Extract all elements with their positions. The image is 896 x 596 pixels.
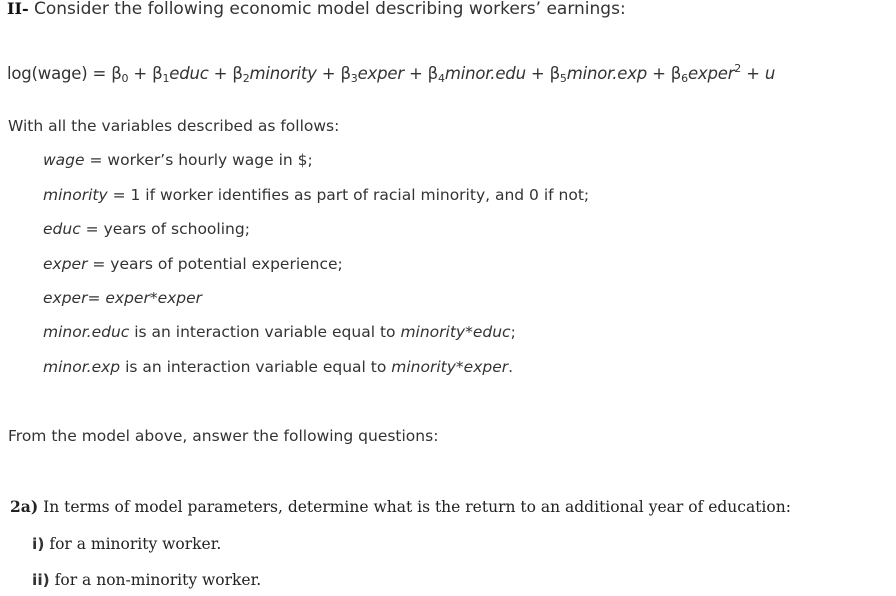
definition-var: exper= exper*exper xyxy=(43,289,203,307)
definition-var2: minority*exper xyxy=(391,358,509,376)
eq-beta-1: β xyxy=(152,64,163,83)
definition-minor-exp xyxy=(43,358,513,376)
question-2a-i xyxy=(32,535,221,553)
eq-plus-2: + xyxy=(213,64,228,83)
eq-beta-2: β xyxy=(232,64,243,83)
question-2a-label: 2a) xyxy=(10,497,39,516)
definition-wage xyxy=(43,151,313,169)
definition-desc: is an interaction variable equal to xyxy=(120,358,392,376)
eq-sub-2: 2 xyxy=(242,72,250,85)
section-number: II- xyxy=(7,0,29,18)
eq-sub-5: 5 xyxy=(559,72,567,85)
definition-desc: = years of potential experience; xyxy=(87,255,343,273)
eq-sub-3: 3 xyxy=(350,72,358,85)
definition-minority xyxy=(43,186,589,204)
question-2a-ii xyxy=(32,571,261,589)
section-heading xyxy=(7,0,626,19)
question-i-text: for a minority worker. xyxy=(44,535,222,553)
eq-sup-2: 2 xyxy=(734,62,742,75)
eq-sub-1: 1 xyxy=(162,72,170,85)
definition-end: . xyxy=(508,358,514,376)
definition-var2: minority*educ xyxy=(400,323,511,341)
instructions-text: From the model above, answer the following questions: xyxy=(8,427,439,445)
definition-end: ; xyxy=(510,323,516,341)
eq-sub-4: 4 xyxy=(438,72,445,85)
eq-lhs: log(wage) xyxy=(7,64,88,83)
question-2a-text: In terms of model parameters, determine what is the return to an additional year of education: xyxy=(38,498,791,516)
eq-plus-6: + xyxy=(652,64,666,83)
eq-plus-4: + xyxy=(408,64,423,83)
eq-var-minor-exp: minor.exp xyxy=(566,64,648,83)
model-equation xyxy=(7,64,775,83)
definitions-intro: With all the variables described as follows: xyxy=(8,117,340,135)
eq-beta-3: β xyxy=(340,64,351,83)
definition-var: exper xyxy=(43,255,88,273)
eq-sub-0: 0 xyxy=(121,72,129,85)
eq-var-educ: educ xyxy=(169,64,209,83)
eq-equals: = xyxy=(92,64,107,83)
definition-exper-squared xyxy=(43,289,202,307)
definition-desc: = 1 if worker identifies as part of racial minority, and 0 if not; xyxy=(107,186,590,204)
eq-var-u: u xyxy=(764,64,776,83)
eq-plus-7: + xyxy=(746,64,760,83)
eq-plus-5: + xyxy=(530,64,545,83)
section-heading-text: Consider the following economic model describing workers’ earnings: xyxy=(34,0,626,19)
definition-desc: = years of schooling; xyxy=(80,220,250,238)
definition-var: wage xyxy=(43,151,85,169)
eq-var-exper-sq: exper xyxy=(687,64,735,83)
eq-beta-4: β xyxy=(427,64,439,83)
definition-exper xyxy=(43,255,343,273)
definition-var: minority xyxy=(43,186,108,204)
definition-var: minor.educ xyxy=(43,323,130,341)
question-ii-label: ii) xyxy=(32,571,50,589)
eq-beta-0: β xyxy=(111,64,122,83)
eq-plus-1: + xyxy=(133,64,148,83)
definition-desc: is an interaction variable equal to xyxy=(129,323,401,341)
definition-var: minor.exp xyxy=(43,358,121,376)
eq-beta-5: β xyxy=(549,64,560,83)
eq-beta-6: β xyxy=(670,64,682,83)
eq-var-minority: minority xyxy=(249,64,317,83)
eq-var-minor-edu: minor.edu xyxy=(444,64,526,83)
definition-educ xyxy=(43,220,250,238)
definition-desc: = worker’s hourly wage in $; xyxy=(84,151,313,169)
question-i-label: i) xyxy=(32,535,45,553)
question-2a xyxy=(10,497,791,516)
eq-sub-6: 6 xyxy=(681,72,688,85)
definition-minor-educ xyxy=(43,323,516,341)
eq-var-exper: exper xyxy=(357,64,404,83)
definition-var: educ xyxy=(43,220,81,238)
eq-plus-3: + xyxy=(321,64,336,83)
question-ii-text: for a non-minority worker. xyxy=(49,571,262,589)
